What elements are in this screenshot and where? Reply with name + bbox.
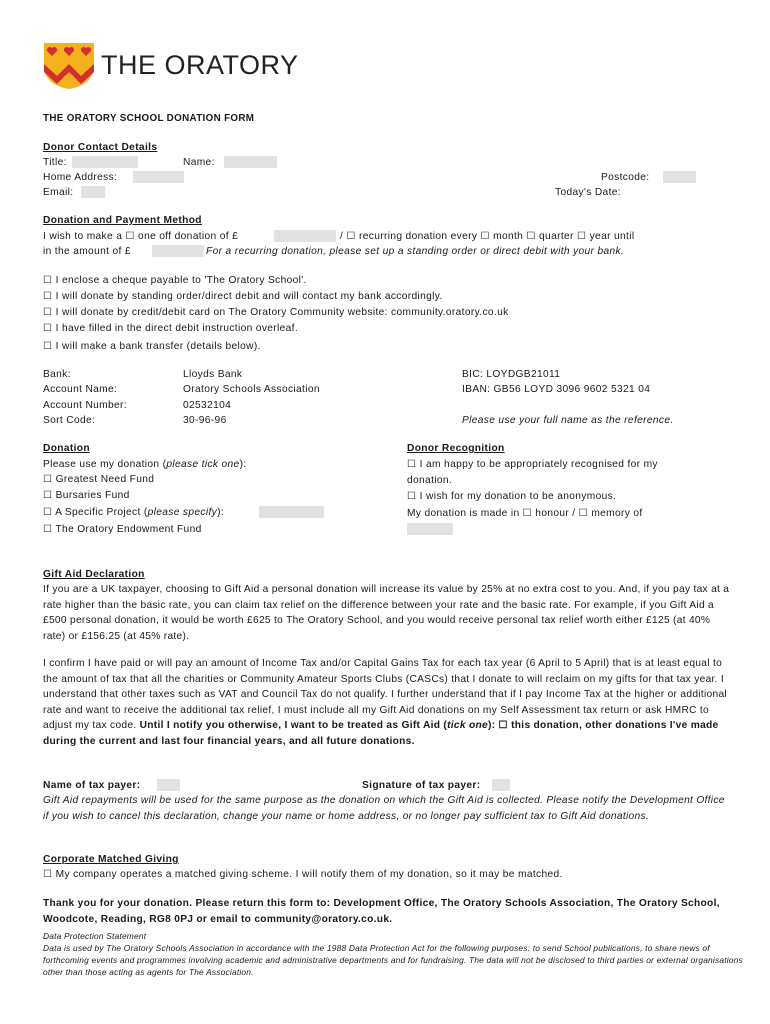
- fund-option-bursaries[interactable]: ☐ Bursaries Fund: [43, 490, 130, 501]
- title-field[interactable]: [72, 156, 138, 168]
- payment-option-card[interactable]: ☐ I will donate by credit/debit card on The Oratory Community website: community.oratory.co.uk: [43, 307, 509, 318]
- sort-code-label: Sort Code:: [43, 415, 96, 426]
- gift-aid-para-1: If you are a UK taxpayer, choosing to Gift Aid a personal donation will increase its value by 25% at no extra cost to you. And, if you pay tax at a rate higher than the basic rate, you can claim tax relief on the difference between your rate and the basic rate. For example, if you Gift Aid a £500 personal donation, it would be worth £625 to The Oratory School, and you would receive personal tax relief worth either £125 (at 40% rate) or £156.25 (at 45% rate).: [43, 584, 730, 642]
- reference-note: Please use your full name as the reference.: [462, 415, 674, 426]
- form-title: THE ORATORY SCHOOL DONATION FORM: [43, 113, 255, 124]
- gift-aid-bold-a: Until I notify you otherwise, I want to be treated as Gift Aid (: [139, 720, 448, 732]
- payment-option-cheque[interactable]: ☐ I enclose a cheque payable to 'The Oratory School'.: [43, 275, 307, 286]
- address-field[interactable]: [133, 171, 184, 183]
- tax-payer-signature-label: Signature of tax payer:: [362, 780, 481, 791]
- method-heading: Donation and Payment Method: [43, 215, 202, 226]
- email-field[interactable]: [81, 186, 105, 198]
- matched-heading: Corporate Matched Giving: [43, 854, 179, 865]
- gift-aid-heading: Gift Aid Declaration: [43, 569, 145, 580]
- contact-heading: Donor Contact Details: [43, 142, 158, 153]
- gift-aid-bold-italic: tick one: [447, 720, 489, 732]
- tax-payer-name-field[interactable]: [157, 779, 180, 791]
- donation-intro-italic: please tick one: [166, 459, 240, 470]
- bic-value: BIC: LOYDGB21011: [462, 369, 561, 380]
- sort-code-value: 30-96-96: [183, 415, 227, 426]
- fund-option-endowment[interactable]: ☐ The Oratory Endowment Fund: [43, 524, 202, 535]
- data-protection-heading: Data Protection Statement: [43, 931, 147, 941]
- gift-aid-para-2: [43, 656, 733, 750]
- one-off-amount-field[interactable]: [274, 230, 336, 242]
- honour-memory-field[interactable]: [407, 523, 453, 535]
- fund-option-specific-project[interactable]: [43, 505, 224, 521]
- specific-project-a: ☐ A Specific Project (: [43, 507, 148, 518]
- payment-option-bank-transfer[interactable]: ☐ I will make a bank transfer (details below).: [43, 341, 261, 352]
- donation-heading: Donation: [43, 443, 90, 454]
- logo-wordmark: THE ORATORY: [101, 50, 299, 80]
- tax-payer-name-label: Name of tax payer:: [43, 780, 141, 791]
- donation-intro-a: Please use my donation (: [43, 459, 167, 470]
- specific-project-field[interactable]: [259, 506, 324, 518]
- specific-project-italic: please specify: [147, 507, 218, 518]
- bank-label: Bank:: [43, 369, 71, 380]
- name-label: Name:: [183, 157, 215, 168]
- one-off-line: I wish to make a ☐ one off donation of £: [43, 231, 239, 242]
- recurring-note: For a recurring donation, please set up a standing order or direct debit with your bank.: [206, 246, 625, 257]
- shield-crest-icon: [43, 42, 95, 90]
- recognition-line-2: donation.: [407, 475, 453, 486]
- address-label: Home Address:: [43, 172, 118, 183]
- recognition-option-anonymous[interactable]: ☐ I wish for my donation to be anonymous.: [407, 491, 617, 502]
- gift-aid-note: Gift Aid repayments will be used for the same purpose as the donation on which the Gift Aid is collected. Please notify the Development Office if you wish to cancel this declaration, change your name or home address, or no longer pay sufficient tax to Gift Aid donations.: [43, 795, 725, 822]
- iban-value: IBAN: GB56 LOYD 3096 9602 5321 04: [462, 384, 651, 395]
- oratory-logo: [43, 42, 303, 88]
- amount-line: in the amount of £: [43, 246, 131, 257]
- recognition-honour-memory[interactable]: My donation is made in ☐ honour / ☐ memory of: [407, 508, 643, 519]
- account-number-value: 02532104: [183, 400, 232, 411]
- account-name-value: Oratory Schools Association: [183, 384, 320, 395]
- matched-option[interactable]: ☐ My company operates a matched giving scheme. I will notify them of my donation, so it may be matched.: [43, 869, 563, 880]
- fund-option-greatest-need[interactable]: ☐ Greatest Need Fund: [43, 474, 155, 485]
- gift-aid-para-2-text: I confirm I have paid or will pay an amount of Income Tax and/or Capital Gains Tax for each tax year (6 April to 5 April) that is at least equal to the amount of tax that all the charities or Community Amateur Sports Clubs (CASCs) that I donate to will reclaim on my gifts for that tax year. I understand that other taxes such as VAT and Council Tax do not qualify. I further understand that if I pay Income Tax at the higher or additional rate and want to receive the additional tax relief, I must include all my Gift Aid donations on my Self Assessment tax return or ask HMRC to adjust my tax code.: [43, 658, 727, 732]
- recognition-option-recognised[interactable]: ☐ I am happy to be appropriately recognised for my: [407, 459, 658, 470]
- payment-option-standing-order[interactable]: ☐ I will donate by standing order/direct debit and will contact my bank accordingly.: [43, 291, 443, 302]
- account-number-label: Account Number:: [43, 400, 127, 411]
- title-label: Title:: [43, 157, 67, 168]
- postcode-label: Postcode:: [601, 172, 650, 183]
- payment-option-direct-debit[interactable]: ☐ I have filled in the direct debit instruction overleaf.: [43, 323, 299, 334]
- bank-value: Lloyds Bank: [183, 369, 243, 380]
- specific-project-b: ):: [217, 507, 225, 518]
- closing-text: Thank you for your donation. Please return this form to: Development Office, The Oratory Schools Association, The Oratory School, Woodcote, Reading, RG8 0PJ or email to community@oratory.co.uk.: [43, 898, 720, 925]
- tax-payer-signature-field[interactable]: [492, 779, 510, 791]
- donation-intro-b: ):: [239, 459, 247, 470]
- recognition-heading: Donor Recognition: [407, 443, 505, 454]
- email-label: Email:: [43, 187, 74, 198]
- date-label: Today's Date:: [555, 187, 621, 198]
- donation-intro: [43, 457, 247, 473]
- name-field[interactable]: [224, 156, 277, 168]
- postcode-field[interactable]: [663, 171, 696, 183]
- account-name-label: Account Name:: [43, 384, 118, 395]
- data-protection-text: Data is used by The Oratory Schools Association in accordance with the 1988 Data Protection Act for the following purposes: to send School publications, to share news of forthcoming events and programmes involving academic and administrative departments and for fundraising. The data will not be disclosed to third parties or external organisations other than those acting as agents for The Association.: [43, 943, 743, 978]
- recurring-line: / ☐ recurring donation every ☐ month ☐ quarter ☐ year until: [340, 231, 635, 242]
- gift-aid-bold-b: ): ☐ this donation, other donations I've made during the current and last four financial years, and all future donations.: [43, 720, 719, 747]
- recurring-amount-field[interactable]: [152, 245, 204, 257]
